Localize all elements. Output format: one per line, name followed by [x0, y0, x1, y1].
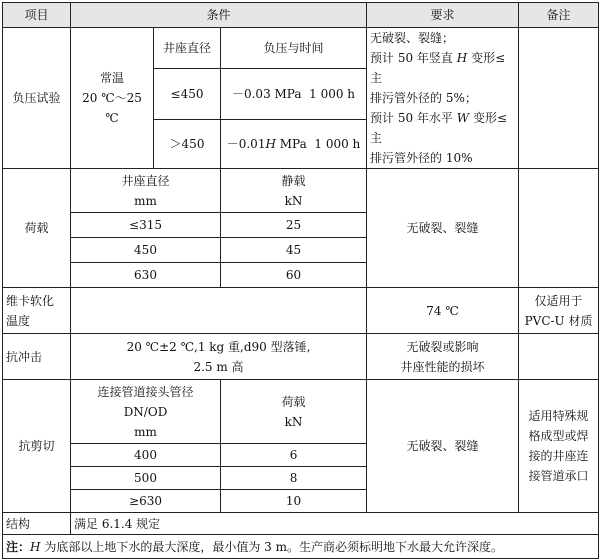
negative-pressure-requirement — [367, 28, 519, 169]
load-requirement: 无破裂、裂缝 — [367, 169, 519, 288]
shear-pipe-2: 500 — [71, 467, 221, 490]
vicat-row — [3, 288, 599, 334]
vicat-remark — [519, 288, 599, 334]
impact-req-line1: 无破裂或影响 — [406, 339, 479, 354]
requirements-table — [2, 2, 599, 559]
shear-load-3: 10 — [221, 490, 367, 513]
load-diameter-3: 630 — [71, 263, 221, 288]
impact-cond-line2: 2.5 m 高 — [193, 359, 244, 374]
load-diameter-2: 450 — [71, 238, 221, 263]
vicat-label — [3, 288, 71, 334]
np-req-line4: 预计 50 年水平 W 变形≤主 — [370, 111, 507, 145]
load-col-static-unit: kN — [284, 193, 303, 208]
note-prefix: 注： — [6, 539, 31, 554]
footnote — [3, 535, 599, 559]
header-requirements: 要求 — [367, 3, 519, 28]
col-seat-diameter: 井座直径 — [154, 28, 221, 69]
impact-row — [3, 334, 599, 380]
np-req-line3: 排污管外径的 5%； — [370, 91, 477, 105]
shear-col-pipe — [71, 380, 221, 444]
vicat-requirement: 74 ℃ — [367, 288, 519, 334]
header-conditions: 条件 — [71, 3, 367, 28]
load-value-3: 60 — [221, 263, 367, 288]
shear-remark — [519, 380, 599, 513]
load-col-diameter — [71, 169, 221, 213]
shear-col-pipe-title: 连接管道接头管径 — [97, 384, 194, 399]
load-diameter-1: ≤315 — [71, 213, 221, 238]
shear-col-load-title: 荷载 — [281, 394, 306, 409]
header-row — [3, 3, 599, 28]
note-var: H — [30, 539, 41, 554]
impact-requirement — [367, 334, 519, 380]
load-col-diameter-title: 井座直径 — [121, 173, 170, 188]
impact-condition — [71, 334, 367, 380]
np-req-line5: 排污管外径的 10% — [370, 151, 473, 165]
col-pressure-time: 负压与时间 — [221, 28, 367, 69]
shear-remark-line3: 接的井座连 — [528, 449, 589, 463]
negative-pressure-remark — [519, 28, 599, 169]
shear-load-1: 6 — [221, 444, 367, 467]
shear-col-pipe-dn: DN/OD — [123, 404, 168, 419]
impact-remark — [519, 334, 599, 380]
load-col-static-title: 静载 — [281, 173, 306, 188]
load-col-diameter-unit: mm — [134, 193, 157, 208]
temperature-range: 20 ℃～25 ℃ — [82, 91, 142, 125]
shear-remark-line2: 格成型或焊 — [528, 429, 589, 443]
shear-col-load — [221, 380, 367, 444]
load-value-1: 25 — [221, 213, 367, 238]
temperature-label: 常温 — [99, 71, 124, 85]
shear-label: 抗剪切 — [3, 380, 71, 513]
np-diameter-2: ＞450 — [154, 120, 221, 169]
temperature-condition — [71, 28, 154, 169]
structure-label: 结构 — [3, 513, 71, 535]
shear-pipe-3: ≥630 — [71, 490, 221, 513]
note-text: 为底部以上地下水的最大深度，最小值为 3 m。生产商必须标明地下水最大允许深度。 — [44, 539, 503, 554]
structure-condition: 满足 6.1.4 规定 — [71, 513, 599, 535]
vicat-remark-line1: 仅适用于 — [534, 293, 583, 308]
impact-req-line2: 井座性能的损坏 — [400, 359, 485, 374]
load-col-static — [221, 169, 367, 213]
shear-col-pipe-unit: mm — [134, 424, 157, 439]
impact-label: 抗冲击 — [3, 334, 71, 380]
np-req-line1: 无破裂、裂缝； — [370, 31, 455, 45]
np-req-line2: 预计 50 年竖直 H 变形≤主 — [370, 51, 506, 85]
shear-requirement: 无破裂、裂缝 — [367, 380, 519, 513]
shear-pipe-1: 400 — [71, 444, 221, 467]
load-label: 荷载 — [3, 169, 71, 288]
load-remark — [519, 169, 599, 288]
impact-cond-line1: 20 ℃±2 ℃,1 kg 重,d90 型落锤, — [126, 339, 311, 354]
shear-col-load-unit: kN — [284, 414, 303, 429]
shear-remark-line4: 接管道承口 — [528, 469, 589, 483]
shear-header-row — [3, 380, 599, 444]
np-pressure-1: －0.03 MPa 1 000 h — [221, 68, 367, 119]
shear-remark-line1: 适用特殊规 — [528, 409, 589, 423]
load-header-row — [3, 169, 599, 213]
structure-row — [3, 513, 599, 535]
header-remarks: 备注 — [519, 3, 599, 28]
np-pressure-2: －0.01H MPa 1 000 h — [221, 120, 367, 169]
vicat-label-line1: 维卡软化 — [6, 293, 55, 308]
vicat-condition — [71, 288, 367, 334]
note-row — [3, 535, 599, 559]
vicat-label-line2: 温度 — [6, 313, 31, 328]
negative-pressure-label: 负压试验 — [3, 28, 71, 169]
load-value-2: 45 — [221, 238, 367, 263]
np-diameter-1: ≤450 — [154, 68, 221, 119]
shear-load-2: 8 — [221, 467, 367, 490]
negative-pressure-row-1 — [3, 28, 599, 69]
vicat-remark-line2: PVC-U 材质 — [524, 313, 593, 328]
header-item: 项目 — [3, 3, 71, 28]
